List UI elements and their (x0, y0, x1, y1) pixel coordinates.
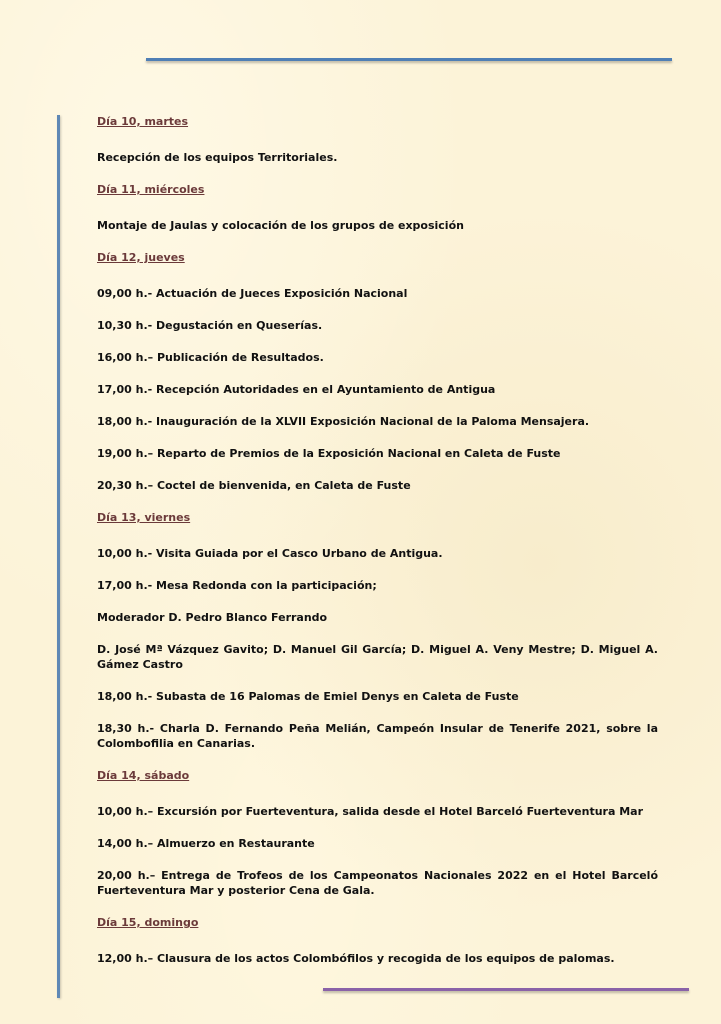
day-heading: Día 10, martes (97, 115, 189, 128)
schedule-item: 12,00 h.– Clausura de los actos Colombófilos y recogida de los equipos de palomas. (97, 952, 615, 965)
schedule-item: 14,00 h.– Almuerzo en Restaurante (97, 837, 315, 850)
schedule-item: Recepción de los equipos Territoriales. (97, 151, 338, 164)
top-divider (146, 58, 672, 61)
schedule-item: 10,30 h.- Degustación en Queserías. (97, 319, 323, 332)
schedule-item: 17,00 h.- Recepción Autoridades en el Ayuntamiento de Antigua (97, 383, 496, 396)
schedule-item: 20,00 h.– Entrega de Trofeos de los Campeonatos Nacionales 2022 en el Hotel Barceló Fuerteventura Mar y posterior Cena de Gala. (97, 869, 658, 897)
left-margin-rule (57, 115, 60, 998)
day-heading: Día 14, sábado (97, 769, 190, 782)
schedule-item: Moderador D. Pedro Blanco Ferrando (97, 611, 328, 624)
day-heading: Día 12, jueves (97, 251, 185, 264)
schedule-item: Montaje de Jaulas y colocación de los grupos de exposición (97, 219, 464, 232)
schedule-item: 18,30 h.- Charla D. Fernando Peña Melián, Campeón Insular de Tenerife 2021, sobre la Colombofilia en Canarias. (97, 722, 658, 750)
schedule-item: 09,00 h.- Actuación de Jueces Exposición Nacional (97, 287, 408, 300)
schedule-item: 19,00 h.– Reparto de Premios de la Exposición Nacional en Caleta de Fuste (97, 447, 561, 460)
schedule-item: 10,00 h.– Excursión por Fuerteventura, salida desde el Hotel Barceló Fuerteventura Mar (97, 805, 643, 818)
schedule-item: 10,00 h.- Visita Guiada por el Casco Urbano de Antigua. (97, 547, 443, 560)
schedule-item: D. José Mª Vázquez Gavito; D. Manuel Gil García; D. Miguel A. Veny Mestre; D. Miguel A. Gámez Castro (97, 643, 658, 671)
schedule-item: 16,00 h.– Publicación de Resultados. (97, 351, 324, 364)
schedule-item: 17,00 h.- Mesa Redonda con la participación; (97, 579, 377, 592)
day-heading: Día 13, viernes (97, 511, 191, 524)
schedule-item: 20,30 h.– Coctel de bienvenida, en Caleta de Fuste (97, 479, 411, 492)
schedule-item: 18,00 h.- Inauguración de la XLVII Exposición Nacional de la Paloma Mensajera. (97, 415, 590, 428)
schedule-item: 18,00 h.- Subasta de 16 Palomas de Emiel Denys en Caleta de Fuste (97, 690, 519, 703)
day-heading: Día 15, domingo (97, 916, 199, 929)
bottom-divider (323, 988, 689, 991)
schedule (97, 114, 658, 983)
day-heading: Día 11, miércoles (97, 183, 205, 196)
